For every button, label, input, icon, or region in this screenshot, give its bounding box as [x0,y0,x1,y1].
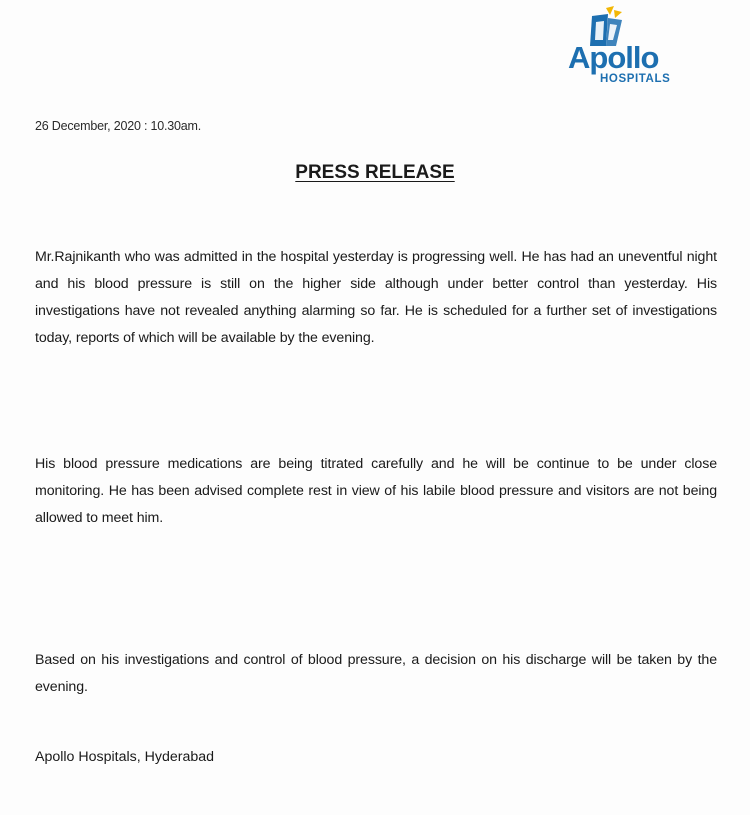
paragraph-2: His blood pressure medications are being titrated carefully and he will be continue to be under close monitoring. He has been advised complete rest in view of his labile blood pressure and visitors are not being allowed to meet him. [35,456,717,526]
signature: Apollo Hospitals, Hyderabad [35,749,215,765]
release-date: 26 December, 2020 : 10.30am. [35,119,202,133]
page-title: PRESS RELEASE [295,162,455,183]
paragraph-3: Based on his investigations and control of blood pressure, a decision on his discharge will be taken by the evening. [35,652,717,695]
logo-subtitle: HOSPITALS [600,73,671,85]
apollo-hospitals-logo [566,6,716,96]
paragraph-1: Mr.Rajnikanth who was admitted in the hospital yesterday is progressing well. He has had an uneventful night and his blood pressure is still on the higher side although under better control than yesterday. His investigations have not revealed anything alarming so far. He is scheduled for a further set of investigations today, reports of which will be available by the evening. [35,249,717,346]
logo-wordmark: Apollo [568,40,659,75]
